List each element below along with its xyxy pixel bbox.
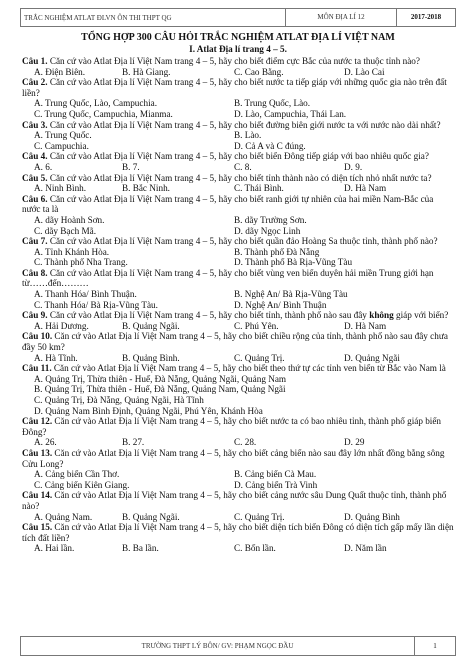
answer-option: B. dãy Trường Sơn. (234, 214, 307, 225)
option-row (22, 257, 454, 268)
answer-option: A. Điện Biên. (34, 66, 86, 77)
answer-option: A. Hà Tĩnh. (34, 352, 78, 363)
answer-option: C. Thành phố Nha Trang. (34, 257, 128, 268)
question-text: Căn cứ vào Atlat Địa lí Việt Nam trang 4 – 5, hãy cho biết cảng nước sâu Dung Quất thuộc tỉnh, thành phố nào? (22, 490, 447, 511)
answer-option: C. Cao Bằng. (234, 66, 284, 77)
answer-option: B. Bắc Ninh. (122, 183, 170, 194)
option-row (22, 353, 454, 364)
answer-option: C. Campuchia. (34, 140, 89, 151)
answer-option: B. Hà Giang. (122, 66, 171, 77)
answer-option: B. Quảng Bình. (122, 352, 180, 363)
option-row (22, 67, 454, 78)
answer-option: D. Quảng Ngãi (344, 352, 400, 363)
option-row (22, 480, 454, 491)
question-number: Câu 11. (22, 363, 52, 374)
answer-option: C. Quảng Trị. (234, 352, 285, 363)
option-row (22, 226, 454, 237)
page-footer (20, 636, 456, 656)
question-stem (22, 268, 454, 289)
question-11 (22, 363, 454, 416)
question-14 (22, 490, 454, 522)
option-row (22, 162, 454, 173)
question-6 (22, 194, 454, 236)
question-13 (22, 448, 454, 490)
question-text: Căn cứ vào Atlat Địa lí Việt Nam trang 4 – 5, hãy cho biết theo thứ tự các tỉnh ven biển từ Bắc vào Nam là (51, 363, 446, 374)
answer-option: A. Hai lần. (34, 543, 75, 554)
question-text: Căn cứ vào Atlat Địa lí Việt Nam trang 4 – 5, hãy cho biết đường biên giới nước ta với nước nào dài nhất? (47, 119, 441, 130)
answer-option: C. Cảng biển Kiên Giang. (34, 479, 130, 490)
answer-option: B. Quảng Trị, Thừa thiên - Huế, Đà Nẵng, Quảng Nam, Quảng Ngãi (34, 384, 286, 395)
option-row (22, 437, 454, 448)
question-number: Câu 12. (22, 416, 53, 427)
option-row (22, 130, 454, 141)
question-text: Căn cứ vào Atlat Địa lí Việt Nam trang 4 – 5, hãy cho biết vùng ven biển duyên hải miền Trung giới hạn từ……đến……… (22, 267, 434, 289)
question-text: Căn cứ vào Atlat Địa lí Việt Nam trang 4 – 5, hãy cho biết biển Đông tiếp giáp với bao nhiêu quốc gia? (47, 151, 429, 162)
answer-option: B. Cảng biển Cà Mau. (234, 469, 317, 480)
answer-option: C. Quảng Trị. (234, 511, 285, 522)
question-number: Câu 9. (22, 310, 48, 321)
answer-option: A. Quảng Nam. (34, 511, 93, 522)
question-number: Câu 14. (22, 490, 53, 501)
question-number: Câu 15. (22, 522, 53, 533)
question-9 (22, 310, 454, 331)
answer-option: A. Ninh Bình. (34, 183, 87, 194)
question-2 (22, 77, 454, 119)
question-stem (22, 363, 454, 374)
answer-option: C. 8. (234, 161, 252, 172)
question-7 (22, 236, 454, 268)
question-number: Câu 3. (22, 119, 48, 130)
answer-option: C. Trung Quốc, Campuchia, Mianma. (34, 108, 173, 119)
question-number: Câu 4. (22, 151, 48, 162)
answer-option: A. dãy Hoành Sơn. (34, 214, 105, 225)
answer-option: B. Nghệ An/ Bà Rịa-Vũng Tàu (234, 289, 348, 300)
answer-option: D. Hà Nam (344, 183, 387, 194)
answer-option: A. Trung Quốc, Lào, Campuchia. (34, 98, 157, 109)
answer-option: A. Quảng Trị, Thừa thiên - Huế, Đà Nẵng, Quảng Ngãi, Quảng Nam (34, 373, 287, 384)
answer-option: B. Trung Quốc, Lào. (234, 98, 311, 109)
option-row (22, 247, 454, 258)
answer-option: D. Thành phố Bà Rịa-Vũng Tàu (234, 257, 353, 268)
answer-option: A. 26. (34, 437, 57, 448)
header-subject: MÔN ĐỊA LÍ 12 (285, 9, 396, 26)
answer-option: D. 9. (344, 161, 363, 172)
question-text: Căn cứ vào Atlat Địa lí Việt Nam trang 4 – 5, hãy cho biết ranh giới tự nhiên của hai miền Nam-Bắc của nước ta là (22, 193, 434, 215)
answer-option: D. Cảng biển Trà Vinh (234, 479, 318, 490)
question-stem (22, 77, 454, 98)
option-row (22, 300, 454, 311)
question-number: Câu 5. (22, 172, 48, 183)
header-course: TRẮC NGHIỆM ATLAT ĐLVN ÔN THI THPT QG (24, 13, 172, 22)
option-row (22, 289, 454, 300)
question-stem (22, 310, 454, 321)
question-text: Căn cứ vào Atlat Địa lí Việt Nam trang 4 – 5, hãy cho biết điểm cực Bắc của nước ta thuộc tỉnh nào? (47, 56, 420, 66)
answer-option: B. Ba lần. (122, 543, 159, 554)
answer-option: A. Cảng biển Cần Thơ. (34, 469, 120, 480)
answer-option: C. 28. (234, 437, 257, 448)
answer-option: D. Lào Cai (344, 66, 385, 77)
answer-option: D. 29 (344, 437, 365, 448)
question-text: Căn cứ vào Atlat Địa lí Việt Nam trang 4 – 5, hãy cho biết tỉnh, thành phố nào sau đây (47, 310, 370, 321)
question-stem (22, 236, 454, 247)
option-row (22, 141, 454, 152)
answer-option: D. Hà Nam (344, 320, 387, 331)
question-stem (22, 331, 454, 352)
question-text: Căn cứ vào Atlat Địa lí Việt Nam trang 4 – 5, hãy cho biết cảng biển nào sau đây lớn nhất đồng bằng sông Cửu Long? (22, 447, 445, 469)
answer-option: D. dãy Ngọc Linh (234, 225, 301, 236)
question-text-tail: giáp với biển? (393, 310, 449, 321)
answer-option: A. Trung Quốc. (34, 130, 92, 141)
question-number: Câu 1. (22, 56, 48, 66)
question-number: Câu 6. (22, 193, 48, 204)
answer-option: C. Quảng Trị, Đà Nẵng, Quảng Ngãi, Hà Tĩnh (34, 395, 204, 405)
answer-option: A. 6. (34, 161, 53, 172)
question-number: Câu 8. (22, 267, 48, 278)
document-title: TỔNG HỢP 300 CÂU HỎI TRẮC NGHIỆM ATLAT ĐỊA LÍ VIỆT NAM (81, 32, 395, 43)
answer-option: A. Hải Dương. (34, 320, 89, 331)
question-stem (22, 194, 454, 215)
option-row (22, 109, 454, 120)
page-header (20, 8, 456, 27)
option-row (22, 543, 454, 554)
section-heading: I. Atlat Địa lí trang 4 – 5. (189, 44, 287, 54)
option-row (22, 321, 454, 332)
question-text: Căn cứ vào Atlat Địa lí Việt Nam trang 4 – 5, hãy cho biết tỉnh thành nào có diện tích nhỏ nhất nước ta? (47, 172, 432, 183)
answer-option: C. Thái Bình. (234, 183, 284, 194)
question-stem (22, 151, 454, 162)
question-8 (22, 268, 454, 310)
answer-option: B. Quảng Ngãi. (122, 511, 180, 522)
question-5 (22, 173, 454, 194)
question-4 (22, 151, 454, 172)
answer-option: D. Quảng Nam Bình Định, Quảng Ngãi, Phú Yên, Khánh Hòa (34, 405, 263, 416)
option-row (22, 183, 454, 194)
answer-option: A. Tỉnh Khánh Hòa. (34, 246, 110, 257)
answer-option: C. Phú Yên. (234, 320, 279, 331)
option-row (22, 512, 454, 523)
question-stem (22, 416, 454, 437)
question-text: Căn cứ vào Atlat Địa lí Việt Nam trang 4 – 5, hãy cho biết diện tích biển Đông có diện tích gấp mấy lần diện tích đất liền? (22, 522, 454, 543)
answer-option: C. dãy Bạch Mã. (34, 225, 97, 236)
emphasis-text: không (369, 310, 394, 321)
question-stem (22, 173, 454, 184)
question-stem (22, 448, 454, 469)
question-text: Căn cứ vào Atlat Địa lí Việt Nam trang 4 – 5, hãy cho biết quần đảo Hoàng Sa thuộc tỉnh, thành phố nào? (47, 236, 438, 247)
answer-option: B. Thành phố Đà Nẵng (234, 246, 320, 257)
answer-option: D. Quảng Bình (344, 511, 400, 522)
answer-option: C. Bốn lần. (234, 543, 276, 554)
question-10 (22, 331, 454, 363)
question-text: Căn cứ vào Atlat Địa lí Việt Nam trang 4 – 5, hãy cho biết nước ta tiếp giáp với những quốc gia nào trên đất liền? (22, 77, 447, 98)
answer-option: D. Nghệ An/ Bình Thuận (234, 299, 327, 310)
question-text: Căn cứ vào Atlat Địa lí Việt Nam trang 4 – 5, hãy cho biết nước ta có bao nhiêu tỉnh, thành phố giáp biển Đông? (22, 416, 442, 437)
question-stem (22, 522, 454, 543)
answer-option: B. 27. (122, 437, 145, 448)
document-body (22, 30, 454, 554)
header-year: 2017-2018 (396, 9, 455, 26)
question-3 (22, 120, 454, 152)
answer-option: D. Lào, Campuchia, Thái Lan. (234, 108, 347, 119)
option-row (22, 215, 454, 226)
answer-option: B. Quảng Ngãi. (122, 320, 180, 331)
answer-option: A. Thanh Hóa/ Bình Thuận. (34, 289, 137, 300)
answer-option: B. Lào. (234, 130, 262, 141)
question-number: Câu 13. (22, 447, 53, 458)
question-1 (22, 56, 454, 77)
answer-option: B. 7. (122, 161, 140, 172)
question-stem (22, 120, 454, 131)
question-text: Căn cứ vào Atlat Địa lí Việt Nam trang 4 – 5, hãy cho biết chiều rộng của tỉnh, thành phố nào sau đây chưa đầy 50 km? (22, 331, 448, 353)
answer-option: C. Thanh Hóa/ Bà Rịa-Vũng Tàu. (34, 299, 158, 310)
option-row (22, 469, 454, 480)
question-12 (22, 416, 454, 448)
question-stem (22, 490, 454, 511)
page-number: 1 (414, 637, 455, 655)
question-number: Câu 10. (22, 331, 53, 342)
question-15 (22, 522, 454, 554)
answer-option: D. Cả A và C đúng. (234, 140, 306, 151)
answer-option: D. Năm lần (344, 543, 387, 554)
question-list (22, 56, 454, 554)
question-stem (22, 56, 454, 67)
question-number: Câu 7. (22, 236, 48, 247)
question-number: Câu 2. (22, 77, 48, 88)
footer-school: TRƯỜNG THPT LÝ BÔN/ GV: PHẠM NGỌC ĐẦU (141, 642, 294, 650)
option-row (22, 98, 454, 109)
